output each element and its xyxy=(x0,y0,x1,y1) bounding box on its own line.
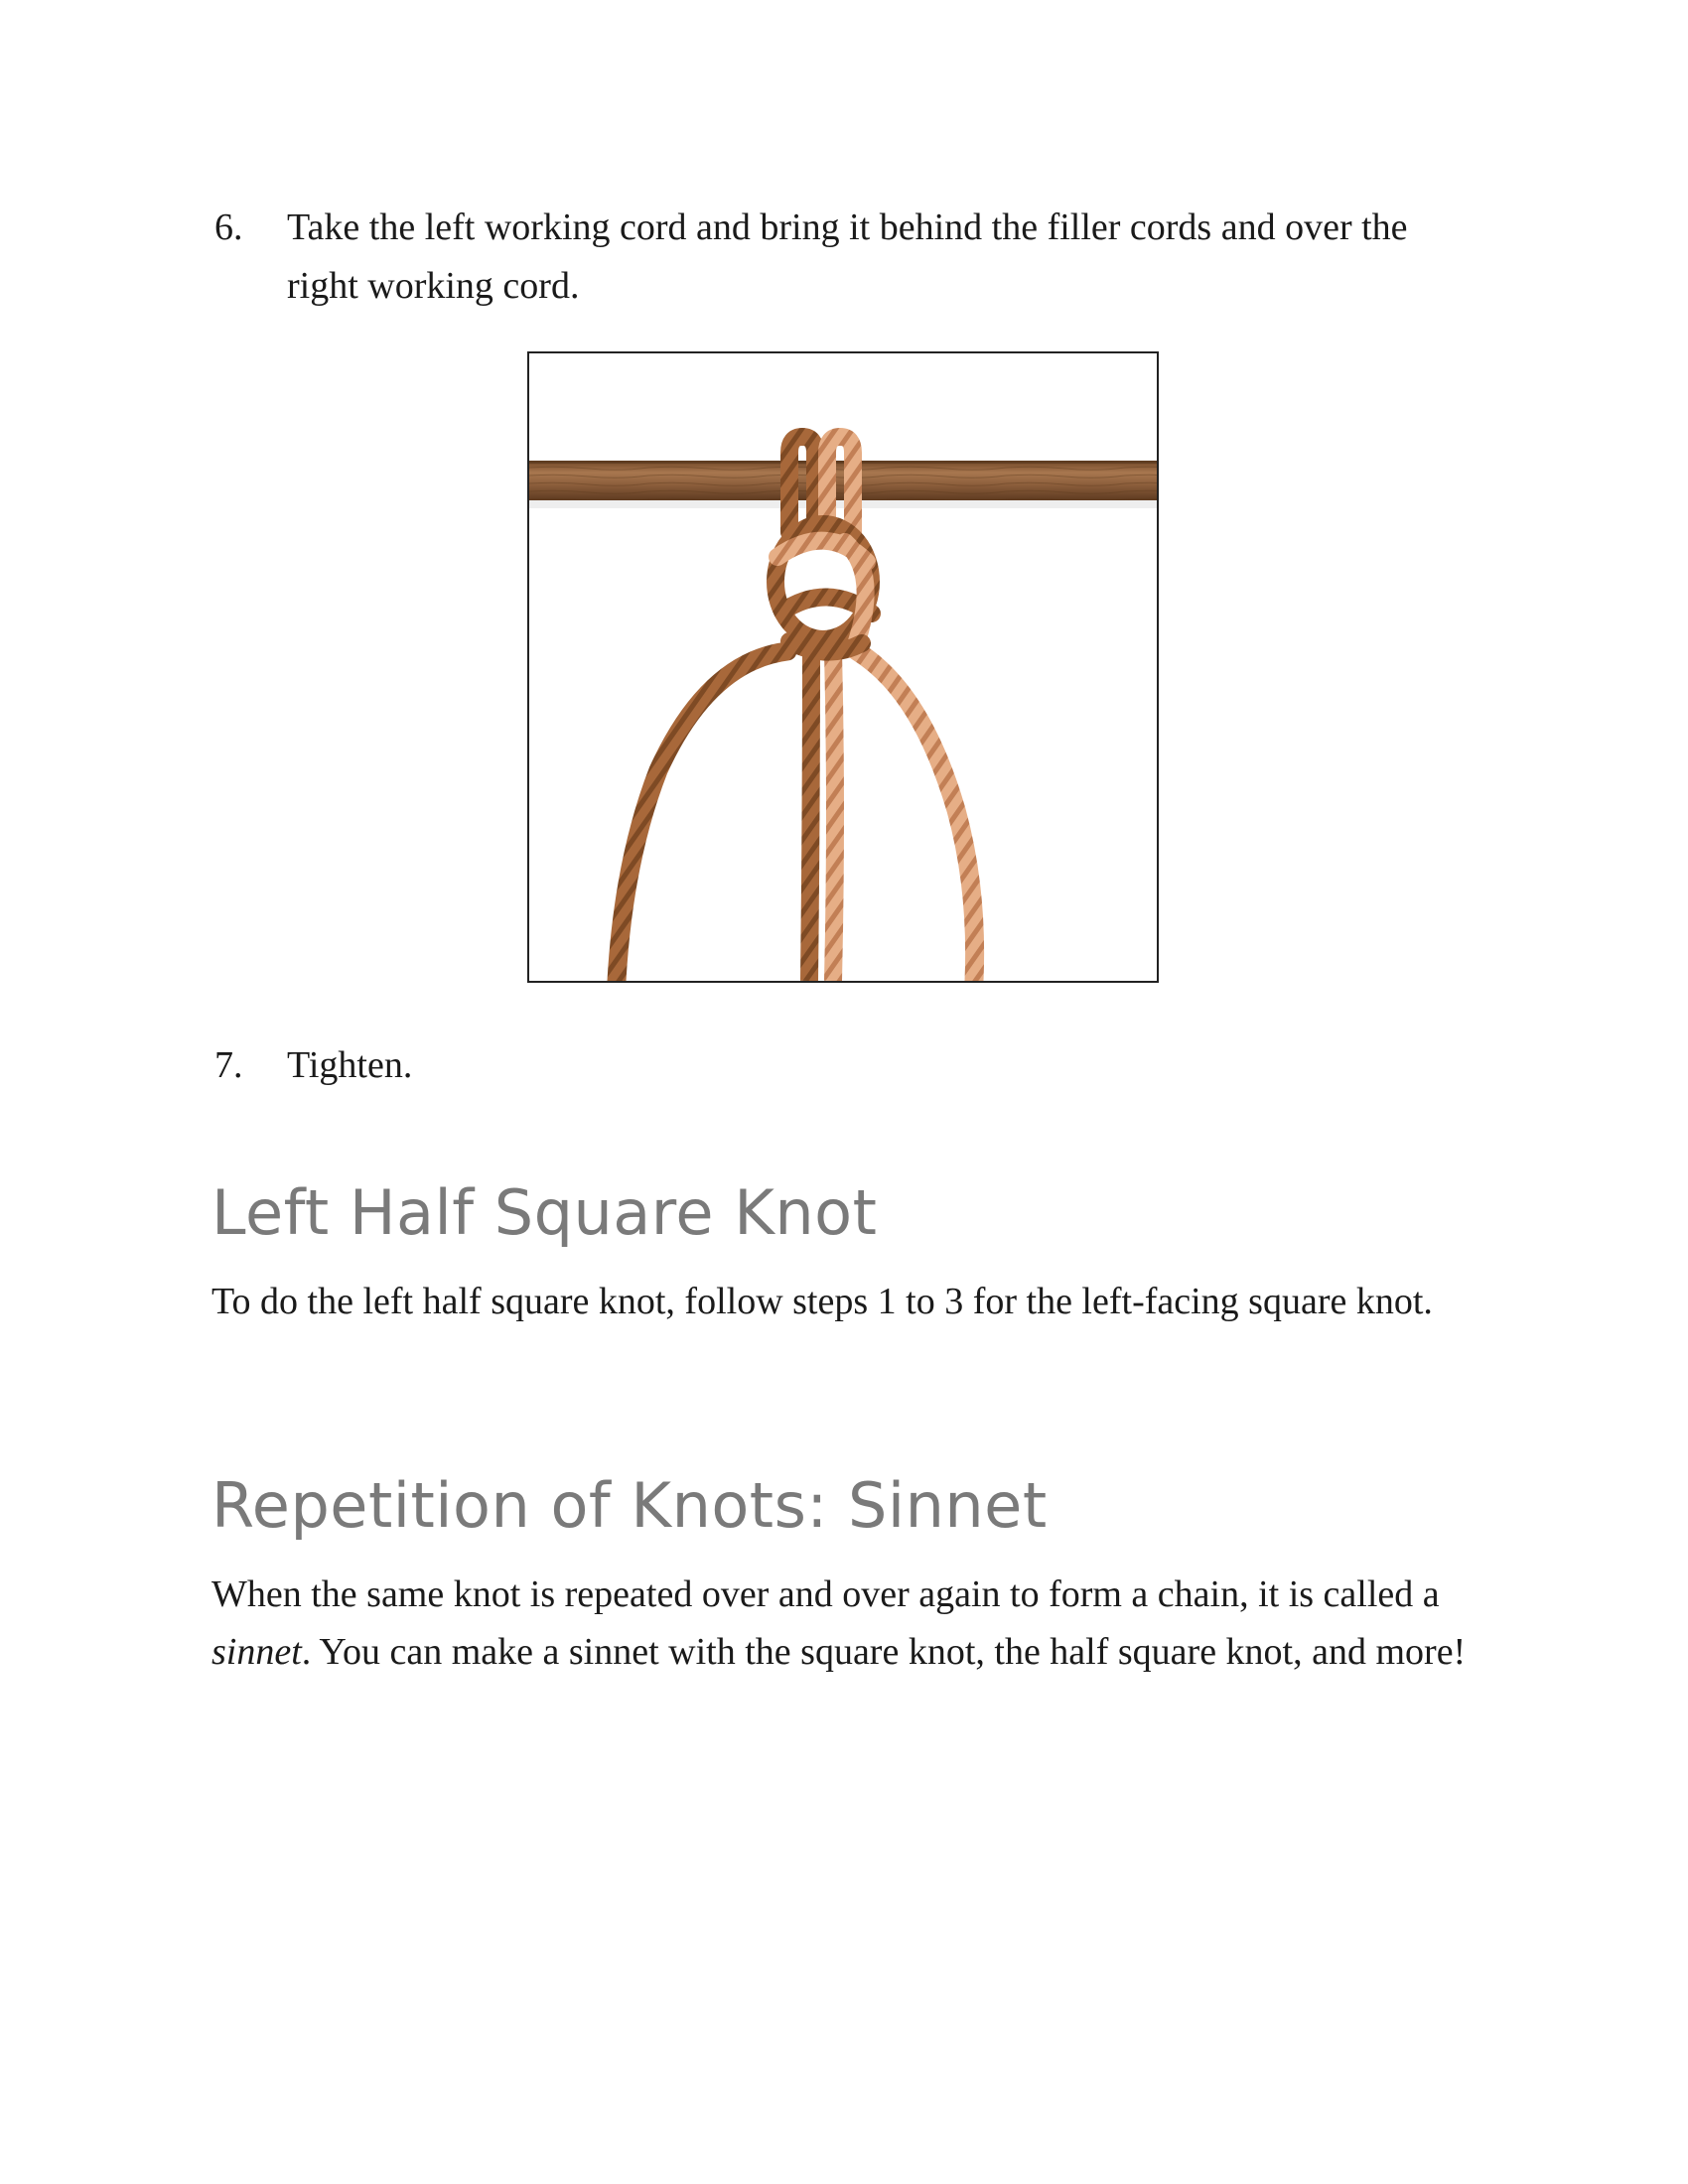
step-text: Tighten. xyxy=(287,1044,413,1086)
term-sinnet: sinnet xyxy=(211,1631,302,1673)
step-number: 6. xyxy=(214,206,243,248)
knot-photo xyxy=(527,351,1159,983)
section-body-sinnet xyxy=(211,1566,1492,1681)
square-knot-illustration xyxy=(529,353,1157,981)
step-6 xyxy=(214,199,1485,328)
right-working-cord xyxy=(857,651,975,981)
section-heading-left-half-square-knot: Left Half Square Knot xyxy=(211,1176,878,1249)
body-text: When the same knot is repeated over and over again to form a chain, it is called a xyxy=(211,1573,1440,1615)
step-text: Take the left working cord and bring it behind the filler cords and over the right working cord. xyxy=(287,206,1408,307)
section-body-left-half-square-knot: To do the left half square knot, follow steps 1 to 3 for the left-facing square knot. xyxy=(211,1281,1433,1322)
step-7 xyxy=(214,1036,1485,1096)
filler-cord-light xyxy=(833,651,835,981)
step-number: 7. xyxy=(214,1044,243,1086)
left-working-cord xyxy=(617,651,787,981)
section-heading-sinnet: Repetition of Knots: Sinnet xyxy=(211,1469,1048,1542)
body-text: . You can make a sinnet with the square knot, the half square knot, and more! xyxy=(301,1631,1467,1673)
filler-cord-dark xyxy=(809,651,811,981)
knot-body xyxy=(775,524,872,652)
